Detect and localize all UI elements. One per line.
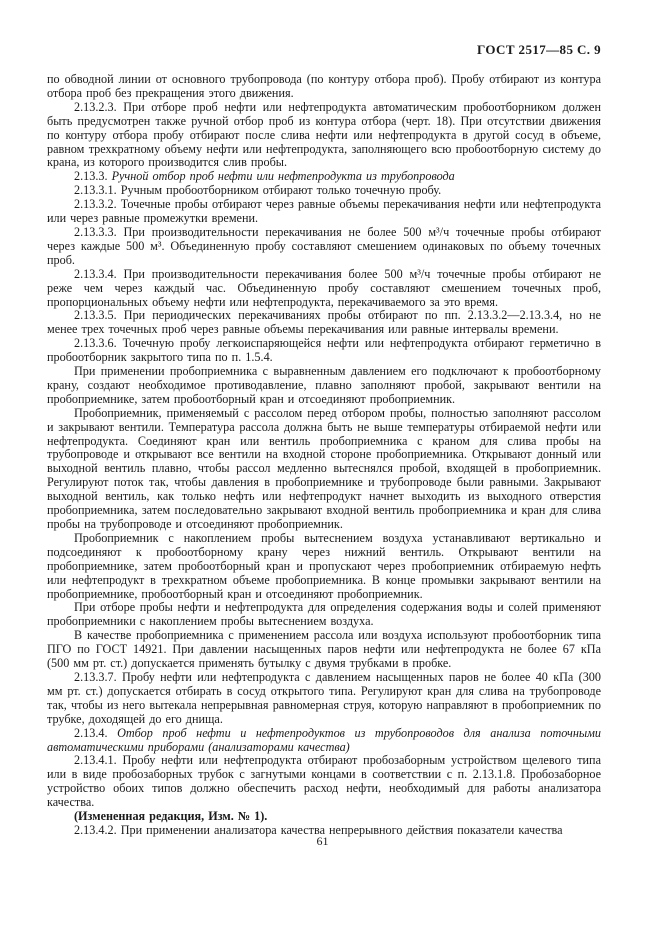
paragraph-2-13-4-1: 2.13.4.1. Пробу нефти или нефтепродукта отбирают пробозаборным устройством щелевого типа или в виде пробозаборных трубок с загнутыми концами в соответствии с п. 2.13.1.8. Пробозаборное устройство обоих типов должно обеспечить расход нефти, необходимый для работы анализатора качества. [47, 753, 601, 810]
paragraph-brine-receiver: Пробоприемник, применяемый с рассолом перед отбором пробы, полностью заполняют рассолом и закрывают вентили. Температура рассола должна быть не выше температуры отбираемой нефти или нефтепродукта. Соединяют кран или вентиль пробоприемника с краном для слива пробы на трубопроводе и открывают все вентили на входной стороне пробоприемника. Открывают донный или выходной вентиль плавно, чтобы рассол медленно вытеснялся пробой, входящей в пробоприемник. Регулируют поток так, чтобы давления в пробоприемнике и трубопроводе были равными. Закрывают выходной вентиль, как только нефть или нефтепродукт начнет выходить из выходного отверстия пробоприемника, затем последовательно закрывают входной вентиль пробоприемника и кран для слива пробы на трубопроводе и отсоединяют пробоприемник. [47, 405, 601, 531]
paragraph-2-13-2-3: 2.13.2.3. При отборе проб нефти или нефтепродукта автоматическим пробоотборником должен быть предусмотрен также ручной отбор проб из контура отбора (черт. 18). При отсутствии движения по контуру отбора пробу отбирают после слива нефти или нефтепродукта в другой сосуд в объеме, равном трехкратному объему нефти или нефтепродукта, заполняющего всю пробоотборную систему до крана, из которого производится слив пробы. [47, 99, 601, 170]
paragraph-continuation: по обводной линии от основного трубопровода (по контуру отбора проб). Пробу отбирают из контура отбора проб без прекращения этого движения. [47, 72, 601, 100]
paragraph-water-salt-sampling: При отборе пробы нефти и нефтепродукта для определения содержания воды и солей применяют пробоприемники с накоплением пробы вытеснением воздуха. [47, 600, 601, 629]
paragraph-2-13-3-1: 2.13.3.1. Ручным пробоотборником отбирают только точечную пробу. [74, 183, 442, 198]
document-body [47, 73, 601, 838]
paragraph-amendment-note: (Измененная редакция, Изм. № 1). [74, 809, 268, 824]
section-heading-2-13-4 [47, 727, 601, 755]
paragraph-pgo-sampler: В качестве пробоприемника с применением рассола или воздуха используют пробоотборник типа ПГО по ГОСТ 14921. При давлении насыщенных паров нефти или нефтепродукта не более 67 кПа (500 мм рт. ст.) допускается применять бутылку с двумя трубками в пробке. [47, 628, 601, 671]
section-heading-2-13-3 [47, 170, 601, 184]
section-title: Отбор проб нефти и нефтепродуктов из трубопроводов для анализа поточными автоматическими приборами (анализаторами качества) [47, 725, 602, 754]
section-title: Ручной отбор проб нефти или нефтепродукта из трубопровода [111, 169, 455, 184]
paragraph-air-displacement-receiver: Пробоприемник с накоплением пробы вытеснением воздуха устанавливают вертикально и подсоединяют к пробоотборному крану через нижний вентиль. Открывают вентили на пробоприемнике, затем пробоотборный кран и пропускают через пробоприемник отбираемую нефть или нефтепродукт в трехкратном объеме пробоприемника. В конце промывки закрывают вентили на пробоприемнике, пробоотборный кран и отсоединяют пробоприемник. [47, 530, 601, 601]
page-number: 61 [316, 834, 329, 848]
paragraph-2-13-3-5: 2.13.3.5. При периодических перекачиваниях пробы отбирают по пп. 2.13.3.2—2.13.3.4, но не менее трех точечных проб через равные объемы перекачивания или равные интервалы времени. [47, 308, 601, 337]
paragraph-2-13-3-6: 2.13.3.6. Точечную пробу легкоиспаряющейся нефти или нефтепродукта отбирают герметично в пробоотборник закрытого типа по п. 1.5.4. [47, 336, 601, 365]
section-number: 2.13.3. [74, 169, 108, 184]
paragraph-2-13-3-7: 2.13.3.7. Пробу нефти или нефтепродукта с давлением насыщенных паров не более 40 кПа (300 мм рт. ст.) допускается отбирать в сосуд открытого типа. Регулируют кран для слива на трубопроводе так, чтобы из него вытекала непрерывная равномерная струя, которую направляют в пробоприемник по трубке, доходящей до его днища. [47, 669, 601, 726]
paragraph-2-13-3-2: 2.13.3.2. Точечные пробы отбирают через равные объемы перекачивания нефти или нефтепродукта или через равные промежутки времени. [47, 197, 601, 226]
paragraph-2-13-3-4: 2.13.3.4. При производительности перекачивания более 500 м³/ч точечные пробы отбирают не реже чем через каждый час. Объединенную пробу составляют смешением точечных проб, пропорциональных объему нефти или нефтепродукта, перекачиваемого за это время. [47, 266, 601, 309]
paragraph-2-13-3-3: 2.13.3.3. При производительности перекачивания не более 500 м³/ч точечные пробы отбирают через каждые 500 м³. Объединенную пробу составляют смешением одинаковых по объему точечных проб. [47, 224, 601, 267]
page-header-standard-number: ГОСТ 2517—85 С. 9 [477, 42, 601, 57]
paragraph-2-13-4-2: 2.13.4.2. При применении анализатора качества непрерывного действия показатели качества [74, 822, 563, 837]
paragraph-pressure-equalized-receiver: При применении пробоприемника с выравненным давлением его подключают к пробоотборному крану, создают необходимое противодавление, плавно заполняют пробой, закрывают вентили на пробоприемнике, затем пробоотборный кран и отсоединяют пробоприемник. [47, 364, 601, 406]
section-number: 2.13.4. [74, 725, 108, 740]
